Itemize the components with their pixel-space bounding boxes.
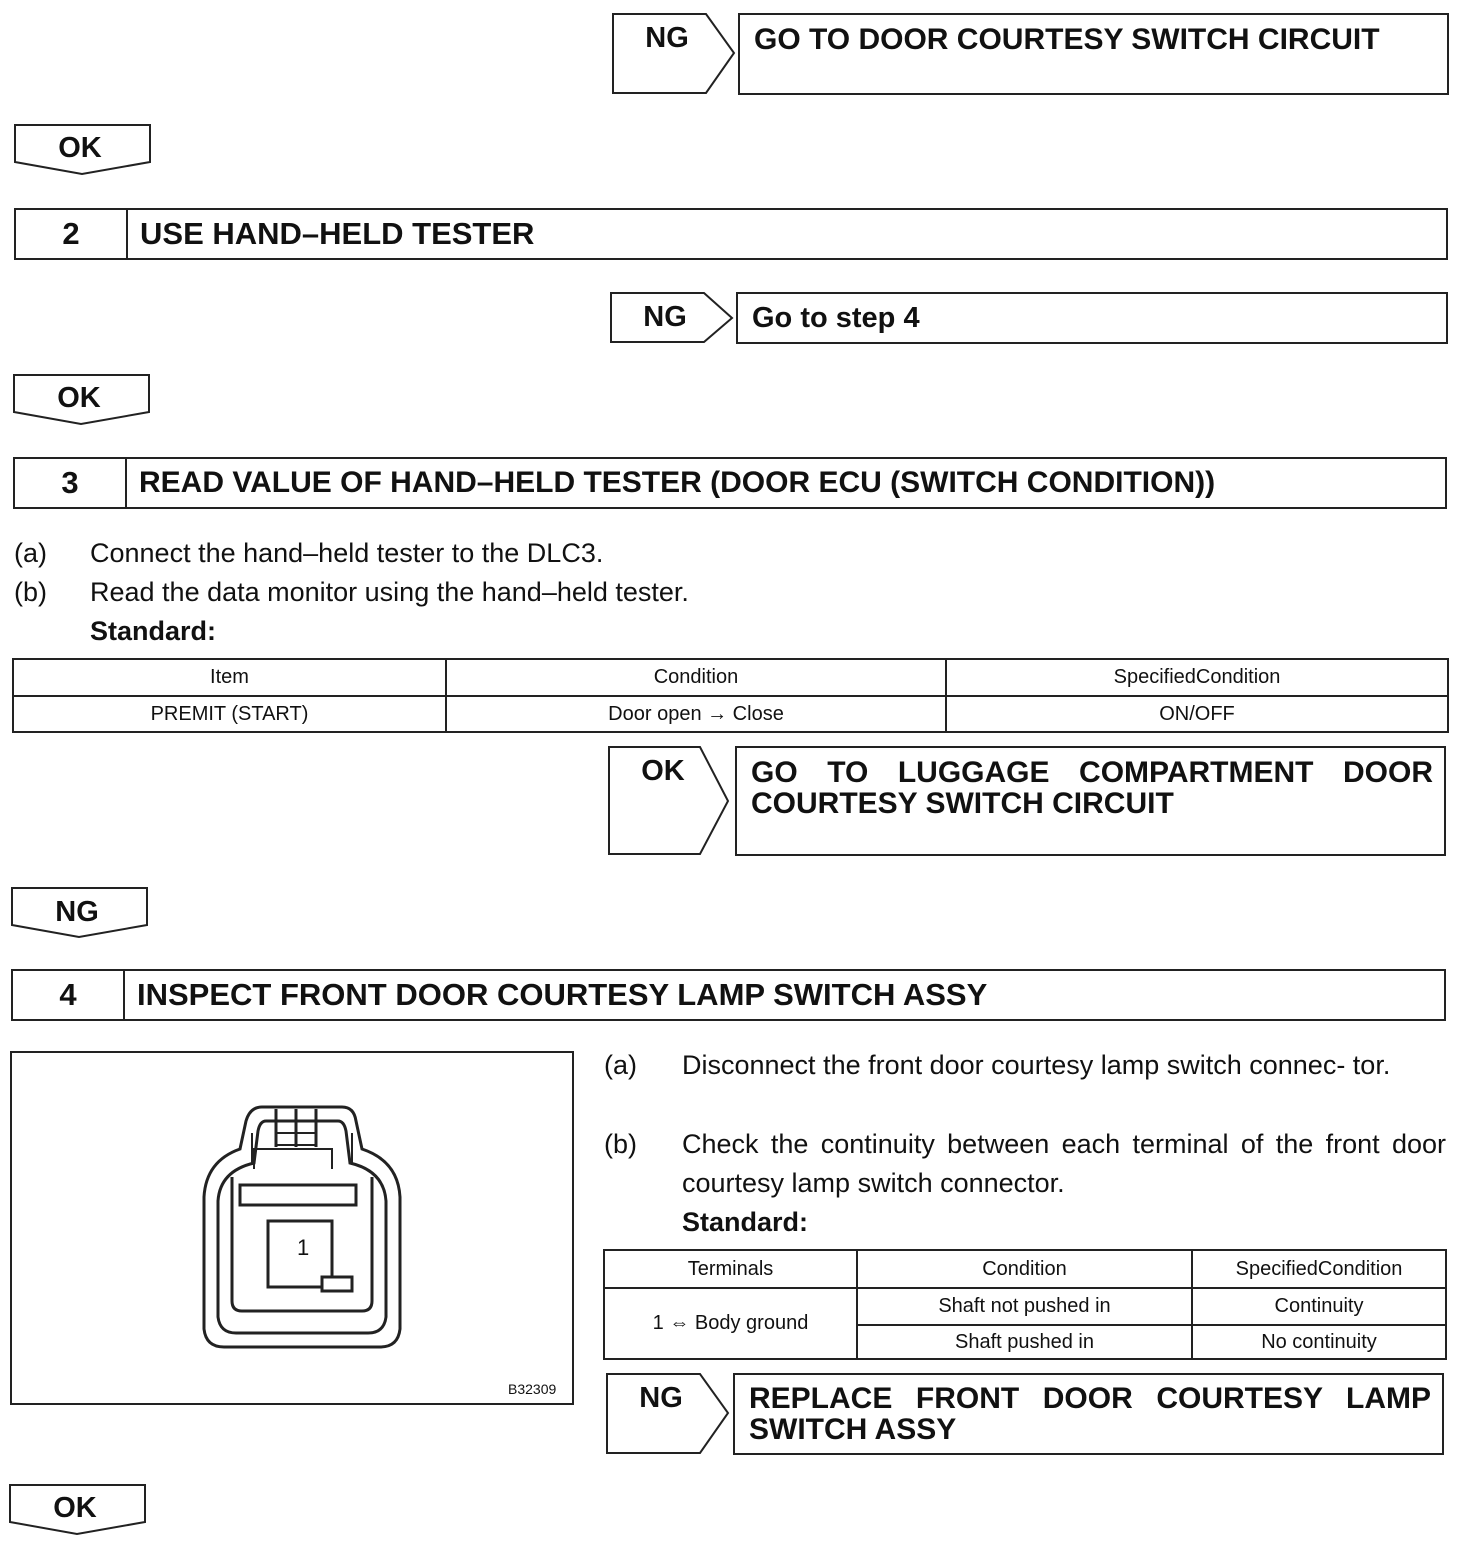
table-cell: 1 ⇔ Body ground (604, 1288, 857, 1359)
continuity-table (603, 1249, 1447, 1360)
connector-drawing (192, 1103, 412, 1353)
step-title: READ VALUE OF HAND–HELD TESTER (DOOR ECU (SWITCH CONDITION)) (127, 457, 1447, 509)
step-number: 2 (14, 208, 128, 260)
table-cell: PREMIT (START) (13, 696, 446, 732)
instruction-marker: (b) (604, 1129, 637, 1159)
result-box-luggage-compartment (735, 746, 1446, 856)
instruction-marker: (b) (14, 577, 47, 607)
ng-label: NG (645, 22, 689, 54)
ok-label: OK (58, 132, 102, 164)
ng-label: NG (643, 301, 687, 333)
ng-label: NG (639, 1382, 683, 1414)
table-cell: No continuity (1192, 1325, 1446, 1359)
result-box-replace-switch (733, 1373, 1444, 1455)
ok-label: OK (53, 1492, 97, 1524)
result-text: REPLACE FRONT DOOR COURTESY LAMP SWITCH ASSY (749, 1382, 1431, 1446)
table-header: SpecifiedCondition (1192, 1250, 1446, 1288)
ng-label: NG (55, 896, 99, 928)
spec-table (12, 658, 1449, 733)
table-cell: Continuity (1192, 1288, 1446, 1325)
ok-label: OK (57, 382, 101, 414)
instruction-text: Check the continuity between each terminal of the front door courtesy lamp switch connector. (682, 1129, 1446, 1198)
table-cell: Shaft pushed in (857, 1325, 1192, 1359)
terminal-number: 1 (297, 1235, 310, 1260)
table-header: Condition (446, 659, 946, 696)
instruction-marker: (a) (604, 1050, 637, 1080)
result-text: GO TO LUGGAGE COMPARTMENT DOOR COURTESY SWITCH CIRCUIT (751, 756, 1433, 820)
table-header: Terminals (604, 1250, 857, 1288)
standard-label: Standard: (682, 1207, 809, 1237)
ok-label: OK (641, 755, 685, 787)
instruction-text: Disconnect the front door courtesy lamp switch connec- tor. (682, 1050, 1391, 1080)
table-cell: ON/OFF (946, 696, 1448, 732)
table-header: Condition (857, 1250, 1192, 1288)
standard-label: Standard: (90, 616, 217, 646)
step-title: INSPECT FRONT DOOR COURTESY LAMP SWITCH ASSY (125, 969, 1446, 1021)
table-cell: Door open → Close (446, 696, 946, 732)
table-cell: Shaft not pushed in (857, 1288, 1192, 1325)
instruction-marker: (a) (14, 538, 47, 568)
instruction-text: Read the data monitor using the hand–held tester. (90, 577, 689, 607)
table-header: Item (13, 659, 446, 696)
result-text: GO TO DOOR COURTESY SWITCH CIRCUIT (754, 23, 1380, 56)
result-box-go-to-step-4 (736, 292, 1448, 344)
step-number: 3 (13, 457, 127, 509)
instruction-text: Connect the hand–held tester to the DLC3. (90, 538, 604, 568)
step-number: 4 (11, 969, 125, 1021)
step-title: USE HAND–HELD TESTER (128, 208, 1448, 260)
table-header: SpecifiedCondition (946, 659, 1448, 696)
connector-figure (10, 1051, 574, 1405)
result-text: Go to step 4 (752, 302, 920, 334)
figure-code: B32309 (508, 1381, 557, 1397)
result-box-door-courtesy-switch-circuit (738, 13, 1449, 95)
